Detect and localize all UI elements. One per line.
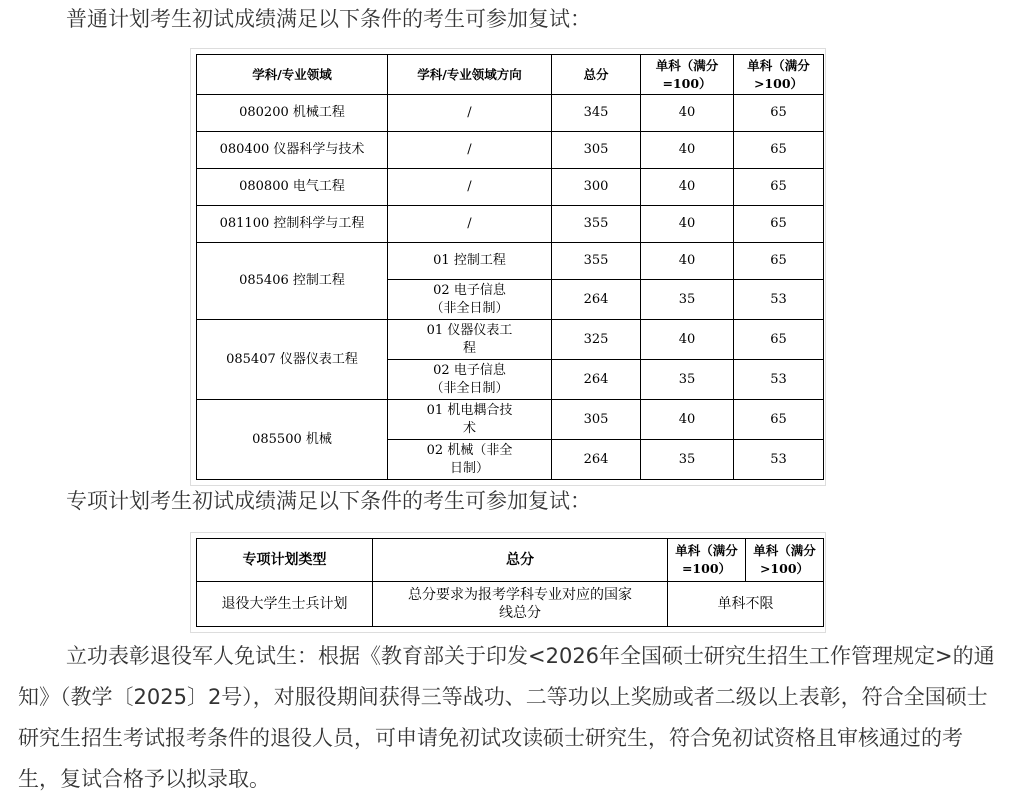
regular-plan-table-frame (190, 48, 826, 486)
table-header-row (197, 55, 824, 95)
header-single-gt100: 单科（满分>100） (746, 539, 824, 582)
single-gt100-cell: 65 (734, 95, 824, 132)
direction-cell: 02 电子信息（非全日制） (388, 360, 552, 400)
direction-cell: 01 控制工程 (388, 243, 552, 280)
total-cell: 355 (552, 206, 641, 243)
table-row (197, 400, 824, 440)
total-cell: 305 (552, 132, 641, 169)
heading-special-plan: 专项计划考生初试成绩满足以下条件的考生可参加复试： (66, 489, 591, 513)
direction-cell: 01 机电耦合技术 (388, 400, 552, 440)
field-cell: 080400 仪器科学与技术 (197, 132, 388, 169)
direction-cell: / (388, 206, 552, 243)
single-gt100-cell: 65 (734, 206, 824, 243)
field-cell: 085407 仪器仪表工程 (197, 320, 388, 400)
single-100-cell: 35 (641, 360, 734, 400)
single-cell: 单科不限 (668, 582, 824, 627)
header-single-100: 单科（满分=100） (641, 55, 734, 95)
table-row (197, 132, 824, 169)
single-gt100-cell: 65 (734, 169, 824, 206)
total-cell: 264 (552, 360, 641, 400)
special-plan-table (196, 538, 824, 627)
table-row (197, 169, 824, 206)
plan-type-cell: 退役大学生士兵计划 (197, 582, 373, 627)
direction-cell: / (388, 169, 552, 206)
header-total: 总分 (552, 55, 641, 95)
single-gt100-cell: 65 (734, 320, 824, 360)
heading-regular-plan: 普通计划考生初试成绩满足以下条件的考生可参加复试： (66, 7, 591, 31)
single-100-cell: 40 (641, 243, 734, 280)
exemption-paragraph: 立功表彰退役军人免试生：根据《教育部关于印发<2026年全国硕士研究生招生工作管理规定>的通知》（教学〔2025〕2号），对服役期间获得三等战功、二等功以上奖励或者二级以上表彰，符合全国硕士研究生招生考试报考条件的退役人员，可申请免初试攻读硕士研究生，符合免初试资格且审核通过的考生，复试合格予以拟录取。 (18, 644, 995, 791)
field-cell: 080200 机械工程 (197, 95, 388, 132)
single-100-cell: 40 (641, 169, 734, 206)
single-100-cell: 35 (641, 440, 734, 480)
table-row (197, 320, 824, 360)
single-100-cell: 40 (641, 320, 734, 360)
regular-plan-table (196, 54, 824, 480)
total-cell: 305 (552, 400, 641, 440)
direction-cell: / (388, 95, 552, 132)
single-gt100-cell: 65 (734, 132, 824, 169)
total-cell: 264 (552, 440, 641, 480)
field-cell: 085406 控制工程 (197, 243, 388, 320)
single-gt100-cell: 53 (734, 440, 824, 480)
single-100-cell: 40 (641, 95, 734, 132)
special-plan-table-frame (190, 532, 826, 633)
header-total: 总分 (373, 539, 668, 582)
total-cell: 345 (552, 95, 641, 132)
header-plan-type: 专项计划类型 (197, 539, 373, 582)
field-cell: 085500 机械 (197, 400, 388, 480)
table-row (197, 243, 824, 280)
single-gt100-cell: 65 (734, 400, 824, 440)
table-row (197, 95, 824, 132)
total-cell: 总分要求为报考学科专业对应的国家线总分 (373, 582, 668, 627)
single-100-cell: 35 (641, 280, 734, 320)
header-direction: 学科/专业领域方向 (388, 55, 552, 95)
single-gt100-cell: 53 (734, 280, 824, 320)
field-cell: 080800 电气工程 (197, 169, 388, 206)
table-row (197, 206, 824, 243)
table-row (197, 582, 824, 627)
single-gt100-cell: 53 (734, 360, 824, 400)
single-gt100-cell: 65 (734, 243, 824, 280)
direction-cell: / (388, 132, 552, 169)
header-single-100: 单科（满分=100） (668, 539, 746, 582)
header-field: 学科/专业领域 (197, 55, 388, 95)
header-single-gt100: 单科（满分>100） (734, 55, 824, 95)
total-cell: 355 (552, 243, 641, 280)
direction-cell: 02 电子信息（非全日制） (388, 280, 552, 320)
direction-cell: 02 机械（非全日制） (388, 440, 552, 480)
direction-cell: 01 仪器仪表工程 (388, 320, 552, 360)
single-100-cell: 40 (641, 132, 734, 169)
total-cell: 300 (552, 169, 641, 206)
field-cell: 081100 控制科学与工程 (197, 206, 388, 243)
single-100-cell: 40 (641, 206, 734, 243)
total-cell: 264 (552, 280, 641, 320)
single-100-cell: 40 (641, 400, 734, 440)
table-header-row (197, 539, 824, 582)
total-cell: 325 (552, 320, 641, 360)
